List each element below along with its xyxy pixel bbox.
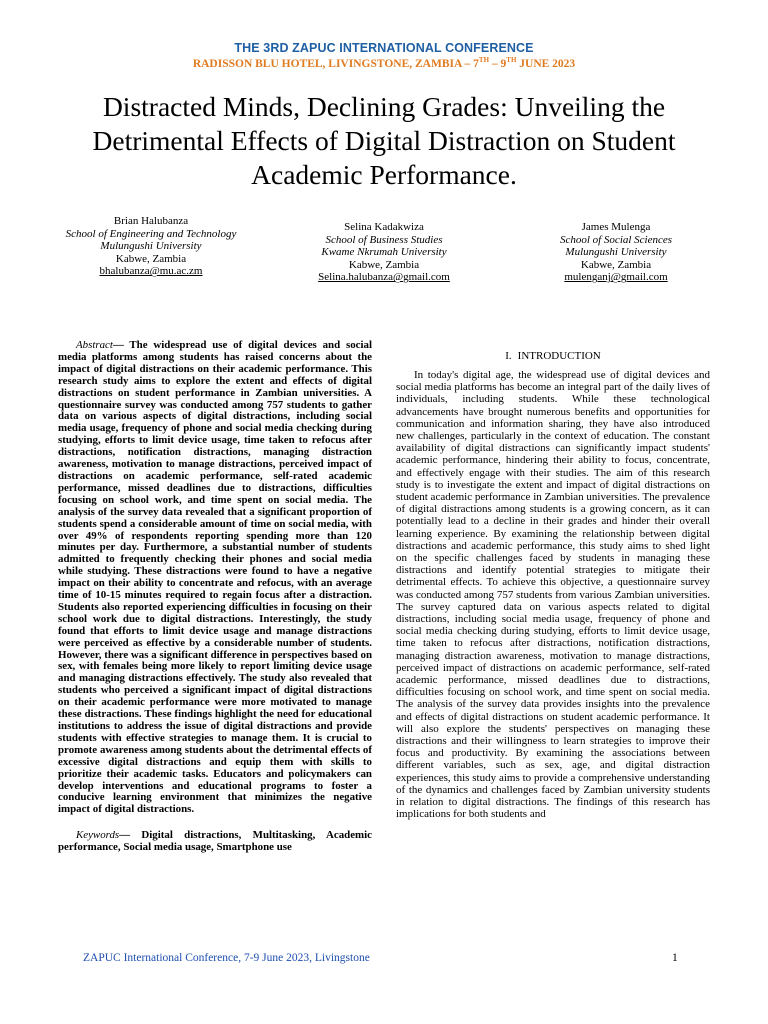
- introduction-paragraph: In today's digital age, the widespread use of digital devices and social media platforms has become an integral part of the daily lives of individuals, including students. While these technological advancements have brought numerous benefits and opportunities for communication and information sharing, they have also introduced new challenges, particularly in the context of education. The constant availability of digital distractions can significantly impact students' academic performance, hindering their ability to focus, concentrate, and effectively engage with their studies. The aim of this research study is to investigate the extent and impact of digital distractions on student academic performance in Zambian universities. The prevalence of digital distractions among students is a growing concern, as it can potentially lead to a decline in their grades and hinder their overall learning experience. By examining the relationship between digital distractions and academic performance, this study aims to shed light on the specific challenges faced by students in managing these distractions and identify potential strategies to mitigate their detrimental effects. To achieve this objective, a questionnaire survey was conducted among 757 students from various Zambian universities. The survey captured data on various aspects related to digital distractions, including social media usage, frequency of phone and social media checking during studying, efforts to limit device usage, time taken to refocus after distractions, notification distractions, managing distraction awareness, motivation to manage distractions, perceived impact of distractions on academic performance, self-rated academic performance, missed deadlines due to distractions, difficulties focusing on school work, and time spent on social media. The analysis of the survey data provides insights into the prevalence and effects of digital distractions on student academic performance. It will also explore the students' perspectives on managing these distractions and their willingness to learn strategies to improve their focus and productivity. By examining the associations between different variables, such as sex, age, and digital distraction experiences, this study aims to provide a comprehensive understanding of the dynamics and challenges faced by Zambian university students in relation to digital distractions. The findings of this research has implications for both students and: [396, 368, 710, 821]
- author-email[interactable]: Selina.halubanza@gmail.com: [318, 271, 450, 284]
- keywords: Keywords— Digital distractions, Multitasking, Academic performance, Social media usage, Smartphone use: [58, 829, 372, 854]
- author-name: Selina Kadakwiza: [344, 221, 424, 233]
- author-school: School of Engineering and Technology: [65, 227, 237, 240]
- abstract-label: Abstract: [76, 339, 113, 351]
- author-school: School of Social Sciences: [559, 233, 673, 246]
- author-university: Mulungushi University: [100, 240, 202, 253]
- author-location: Kabwe, Zambia: [580, 258, 652, 271]
- author-block-3: [500, 221, 732, 284]
- author-email[interactable]: bhalubanza@mu.ac.zm: [99, 265, 203, 278]
- author-location: Kabwe, Zambia: [348, 258, 420, 271]
- author-location: Kabwe, Zambia: [115, 252, 187, 265]
- abstract: Abstract— The widespread use of digital devices and social media platforms among students has raised concerns about the impact of digital distractions on their academic performance. This research study aims to explore the extent and effects of digital distractions on student performance in Zambian universities. A questionnaire survey was conducted among 757 students to gather data on various aspects of digital distractions, including social media usage, frequency of phone and social media checking during studying, efforts to limit device usage, time taken to refocus after distractions, notification distractions, managing distraction awareness, motivation to manage distractions, perceived impact of distractions on academic performance, self-rated academic performance, missed deadlines due to distractions, difficulties focusing on school work, and time spent on social media. The analysis of the survey data revealed that a significant proportion of students spend a considerable amount of time on social media, with over 49% of respondents reporting spending more than 120 minutes per day. Furthermore, a substantial number of students admitted to frequently checking their phones and social media while studying. These distractions were found to have a negative impact on their ability to concentrate and refocus, with an average time of 10-15 minutes required to regain focus after a distraction. Students also reported experiencing difficulties in focusing on their school work due to digital distractions. Interestingly, the study found that efforts to limit device usage and manage distractions were perceived as effective by a considerable number of students. However, there was a significant difference in perspectives based on sex, with females being more likely to report limiting device usage and managing distractions effectively. The study also revealed that students who perceived a significant impact of digital distractions on their academic performance were more motivated to manage these distractions. These findings highlight the need for educational institutions to address the issue of digital distractions and provide students with effective strategies to manage them. It is crucial to promote awareness among students about the detrimental effects of excessive digital distractions and equip them with skills to prioritize their academic tasks. Educators and policymakers can develop interventions and educational programs to foster a conducive learning environment that minimizes the negative impact of digital distractions.: [58, 339, 372, 816]
- page-number: 1: [672, 952, 678, 964]
- author-block-2: [270, 221, 498, 284]
- conference-title: THE 3RD ZAPUC INTERNATIONAL CONFERENCE: [234, 41, 534, 55]
- paper-title: Distracted Minds, Declining Grades: Unveiling the Detrimental Effects of Digital Distraction on Student Academic Performance.: [92, 91, 676, 190]
- author-email[interactable]: mulenganj@gmail.com: [564, 271, 668, 284]
- right-column: [396, 351, 710, 820]
- section-heading-introduction: I. INTRODUCTION: [505, 350, 601, 362]
- footer-conference: ZAPUC International Conference, 7-9 June 2023, Livingstone: [83, 952, 370, 964]
- author-university: Kwame Nkrumah University: [321, 246, 447, 259]
- keywords-text: Digital distractions, Multitasking, Academic performance, Social media usage, Smartphone use: [58, 829, 372, 854]
- author-school: School of Business Studies: [325, 233, 443, 246]
- left-column: [58, 340, 372, 854]
- author-block-1: [40, 215, 262, 278]
- author-name: James Mulenga: [581, 221, 651, 233]
- conference-venue: RADISSON BLU HOTEL, LIVINGSTONE, ZAMBIA – 7TH – 9TH JUNE 2023: [192, 56, 576, 70]
- author-name: Brian Halubanza: [113, 215, 189, 227]
- keywords-label: Keywords: [76, 829, 120, 842]
- abstract-text: The widespread use of digital devices and social media platforms among students has raised concerns about the impact of digital distractions on their academic performance. This research study aims to explore the extent and effects of digital distractions on student performance in Zambian universities. A questionnaire survey was conducted among 757 students to gather data on various aspects of digital distractions, including social media usage, frequency of phone and social media checking during studying, efforts to limit device usage, time taken to refocus after distractions, notification distractions, managing distraction awareness, motivation to manage distractions, perceived impact of distractions on academic performance, self-rated academic performance, missed deadlines due to distractions, difficulties focusing on school work, and time spent on social media. The analysis of the survey data revealed that a significant proportion of students spend a considerable amount of time on social media, with over 49% of respondents reporting spending more than 120 minutes per day. Furthermore, a substantial number of students admitted to frequently checking their phones and social media while studying. These distractions were found to have a negative impact on their ability to concentrate and refocus, with an average time of 10-15 minutes required to regain focus after a distraction. Students also reported experiencing difficulties in focusing on their school work due to digital distractions. Interestingly, the study found that efforts to limit device usage and manage distractions were perceived as effective by a considerable number of students. However, there was a significant difference in perspectives based on sex, with females being more likely to report limiting device usage and managing distractions effectively. The study also revealed that students who perceived a significant impact of digital distractions on their academic performance were more motivated to manage these distractions. These findings highlight the need for educational institutions to address the issue of digital distractions and provide students with effective strategies to manage them. It is crucial to promote awareness among students about the detrimental effects of excessive digital distractions and equip them with skills to prioritize their academic tasks. Educators and policymakers can develop interventions and educational programs to foster a conducive learning environment that minimizes the negative impact of digital distractions.: [58, 339, 372, 816]
- author-university: Mulungushi University: [565, 246, 667, 259]
